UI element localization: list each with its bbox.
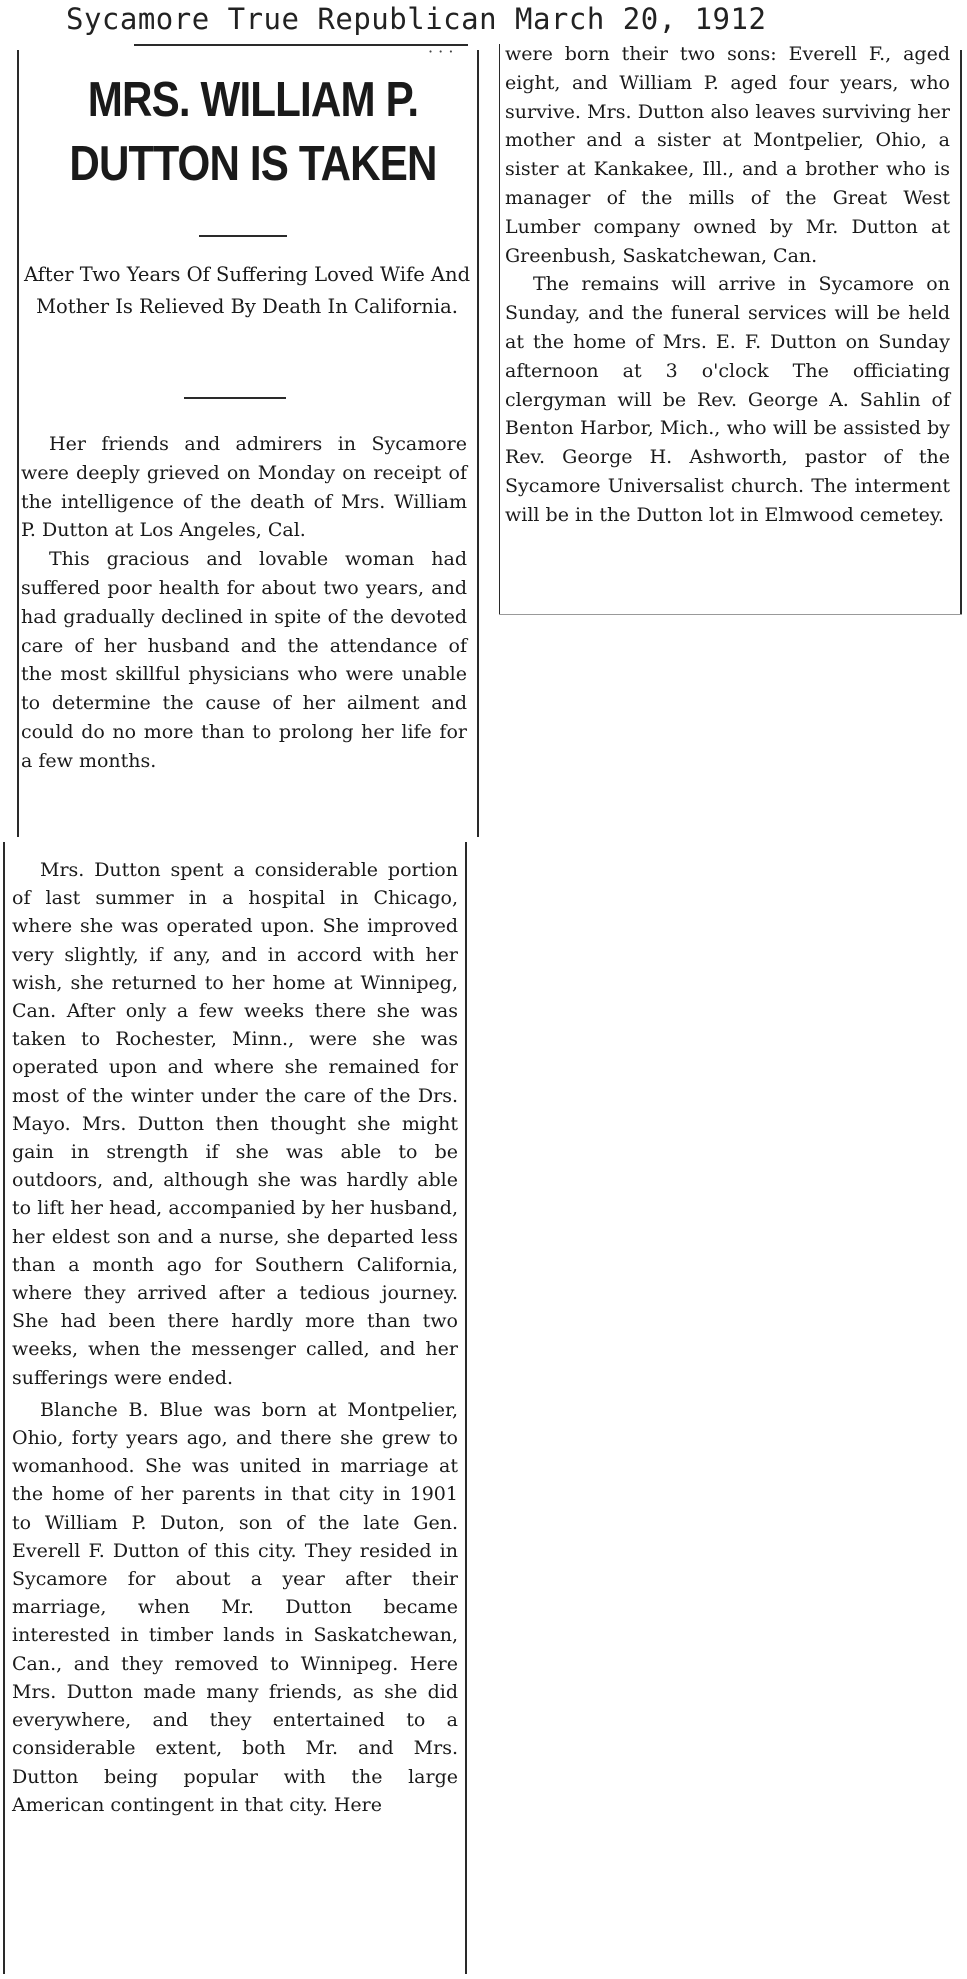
column1-left-rule xyxy=(17,50,19,837)
column1b-right-rule xyxy=(465,842,467,1974)
subhead-divider xyxy=(184,397,286,399)
article-column-2 xyxy=(505,40,950,530)
paragraph: Blanche B. Blue was born at Montpelier, Ohio, forty years ago, and there she grew to womanhood. She was united in marriage at the home of her parents in that city in 1901 to William P. Duton, son of the late Gen. Everell F. Dutton of this city. They resided in Sycamore for about a year after their marriage, when Mr. Dutton became interested in timber lands in Saskatchewan, Can., and they removed to Winnipeg. Here Mrs. Dutton made many friends, as she did everywhere, and they entertained to a considerable extent, both Mr. and Mrs. Dutton being popular with the large American contingent in that city. Here xyxy=(12,1398,458,1816)
paragraph: Her friends and admirers in Sycamore were deeply grieved on Monday on receipt of the intelligence of the death of Mrs. William P. Dutton at Los Angeles, Cal. xyxy=(21,433,467,542)
ornament-dots: · · · xyxy=(428,42,454,61)
column1b-left-rule xyxy=(3,842,5,1974)
column2-right-rule xyxy=(960,50,962,615)
headline-divider xyxy=(199,235,287,237)
article-column-1 xyxy=(21,430,467,776)
paragraph: were born their two sons: Everell F., aged eight, and William P. aged four years, who survive. Mrs. Dutton also leaves surviving her mother and a sister at Montpelier, Ohio, a sister at Kankakee, Ill., and a brother who is manager of the mills of the Great West Lumber company owned by Mr. Dutton at Greenbush, Saskatchewan, Can. xyxy=(505,43,950,267)
paragraph: This gracious and lovable woman had suffered poor health for about two years, and had gradually declined in spite of the devoted care of her husband and the attendance of the most skillful physicians who were unable to determine the cause of her ailment and could do no more than to prolong her life for a few months. xyxy=(21,548,467,772)
paragraph: Mrs. Dutton spent a considerable portion of last summer in a hospital in Chicago, where she was operated upon. She improved very slightly, if any, and in accord with her wish, she returned to her home at Winnipeg, Can. After only a few weeks there she was taken to Rochester, Minn., were she was operated upon and where she remained for most of the winter under the care of the Drs. Mayo. Mrs. Dutton then thought she might gain in strength if she was able to be outdoors, and, although she was hardly able to lift her head, accompanied by her husband, her eldest son and a nurse, she departed less than a month ago for Southern California, where they arrived after a tedious journey. She had been there hardly more than two weeks, when the messenger called, and her sufferings were ended. xyxy=(12,859,458,1389)
headline: MRS. WILLIAM P. DUTTON IS TAKEN xyxy=(69,73,437,191)
column2-bottom-rule xyxy=(499,614,962,615)
masthead-underline xyxy=(134,44,468,46)
column2-left-rule xyxy=(499,44,500,614)
paragraph: The remains will arrive in Sycamore on Sunday, and the funeral services will be held at the home of Mrs. E. F. Dutton on Sunday afternoon at 3 o'clock The officiating clergyman will be Rev. George A. Sahlin of Benton Harbor, Mich., who will be assisted by Rev. George H. Ashworth, pastor of the Sycamore Universalist church. The interment will be in the Dutton lot in Elmwood cemetey. xyxy=(505,273,950,526)
masthead: Sycamore True Republican March 20, 1912 xyxy=(66,2,767,36)
column1-right-rule xyxy=(477,50,479,837)
article-column-1b xyxy=(12,856,458,1819)
subhead: After Two Years Of Suffering Loved Wife And Mother Is Relieved By Death In California. xyxy=(23,263,471,318)
